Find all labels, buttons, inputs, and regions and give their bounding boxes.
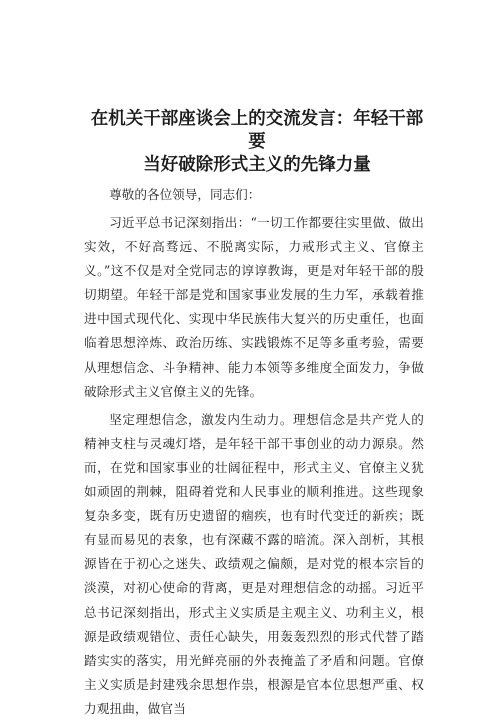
paragraph-2: 坚定理想信念，激发内生动力。理想信念是共产党人的精神支柱与灵魂灯塔，是年轻干部干事创业的动力源泉。然而，在党和国家事业的壮阔征程中，形式主义、官僚主义犹如顽固的荆棘，阻碍着党和人民事业的顺利推进。这些现象复杂多变，既有历史遗留的痼疾，也有时代变迁的新疾；既有显而易见的表象，也有深藏不露的暗流。深入剖析，其根源皆在于初心之迷失、政绩观之偏颇，是对党的根本宗旨的淡漠，对初心使命的背离，更是对理想信念的动摇。习近平总书记深刻指出，形式主义实质是主观主义、功利主义，根源是政绩观错位、责任心缺失，用轰轰烈烈的形式代替了踏踏实实的落实，用光鲜亮丽的外表掩盖了矛盾和问题。官僚主义实质是封建残余思想作祟，根源是官本位思想严重、权力观扭曲，做官当 — [84, 411, 424, 716]
title-line-1: 在机关干部座谈会上的交流发言：年轻干部要 — [90, 109, 424, 152]
title-line-2: 当好破除形式主义的先锋力量 — [143, 155, 371, 175]
paragraph-1: 习近平总书记深刻指出：“一切工作都要往实里做、做出实效，不好高骛远、不脱离实际，力戒形式主义、官僚主义。”这不仅是对全党同志的谆谆教诲，更是对年轻干部的殷切期望。年轻干部是党和国家事业发展的生力军，承载着推进中国式现代化、实现中华民族伟大复兴的历史重任，也面临着思想淬炼、政治历练、实践锻炼不足等多重考验，需要从理想信念、斗争精神、能力本领等多维度全面发力，争做破除形式主义官僚主义的先锋。 — [84, 215, 424, 399]
document-title — [84, 108, 430, 177]
salutation: 尊敬的各位领导，同志们： — [109, 187, 261, 202]
